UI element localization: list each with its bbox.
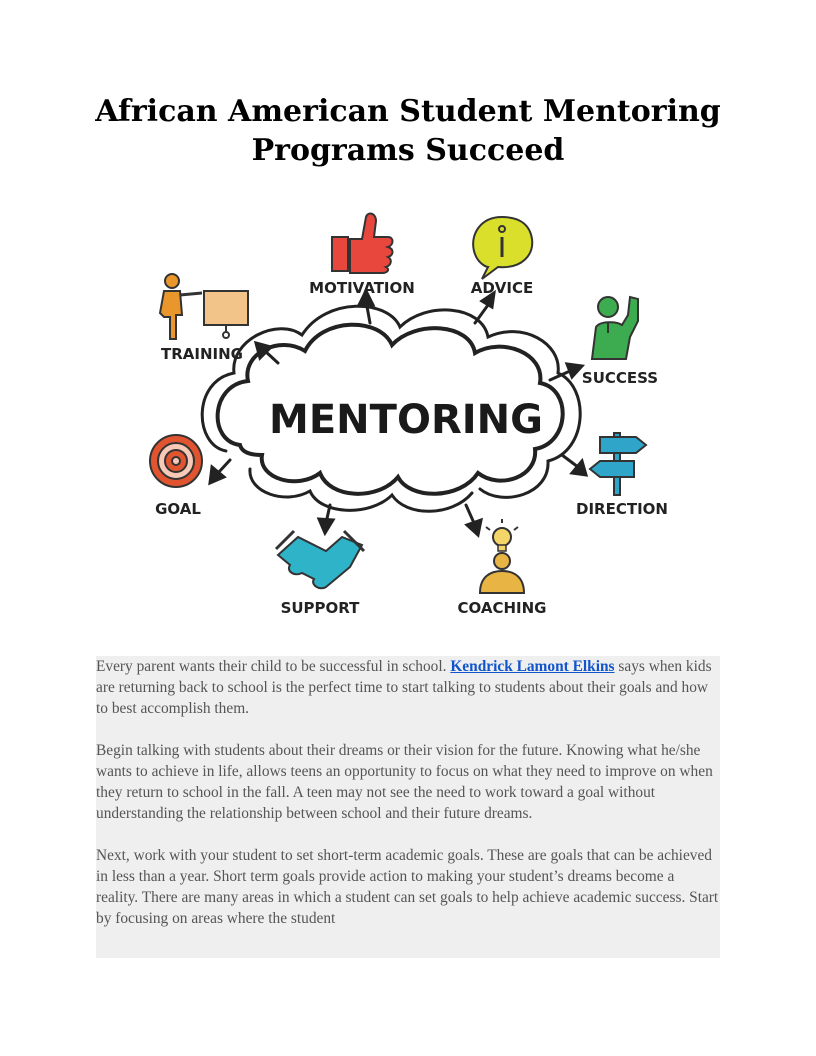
idea-person-icon bbox=[480, 519, 524, 593]
label-direction: DIRECTION bbox=[576, 500, 668, 518]
info-bubble-icon bbox=[473, 217, 532, 279]
paragraph-1 bbox=[96, 656, 720, 719]
author-link[interactable]: Kendrick Lamont Elkins bbox=[450, 658, 615, 675]
paragraph-2: Begin talking with students about their dreams or their vision for the future. Knowing what he/she wants to achieve in life, allows teens an opportunity to focus on what they need to improve on when they return to school in the fall. A teen may not see the need to work toward a goal without understanding the relationship between school and their future dreams. bbox=[96, 742, 713, 822]
mentoring-center-label: MENTORING bbox=[269, 397, 543, 443]
label-training: TRAINING bbox=[161, 345, 243, 363]
label-motivation: MOTIVATION bbox=[309, 279, 415, 297]
label-advice: ADVICE bbox=[470, 279, 534, 297]
presenter-board-icon bbox=[160, 274, 248, 339]
page-title: African American Student Mentoring Programs Succeed bbox=[95, 94, 721, 168]
target-icon bbox=[150, 435, 202, 487]
label-coaching: COACHING bbox=[457, 599, 547, 617]
handshake-icon bbox=[276, 531, 364, 588]
label-success: SUCCESS bbox=[581, 369, 659, 387]
article-body bbox=[96, 656, 720, 958]
mentoring-diagram bbox=[130, 205, 686, 625]
signpost-icon bbox=[590, 433, 646, 495]
label-goal: GOAL bbox=[155, 500, 201, 518]
winner-person-icon bbox=[592, 297, 638, 359]
paragraph-1-intro: Every parent wants their child to be successful in school. bbox=[96, 658, 447, 675]
paragraph-1-rest: says when kids are returning back to school is the perfect time to start talking to students about their goals and how to best accomplish them. bbox=[96, 658, 712, 717]
thumbs-up-icon bbox=[332, 214, 393, 273]
label-support: SUPPORT bbox=[280, 599, 360, 617]
paragraph-3: Next, work with your student to set short-term academic goals. These are goals that can be achieved in less than a year. Short term goals provide action to making your student’s dreams become a reality. There are many areas in which a student can set goals to help achieve academic success. Start by focusing on areas where the student bbox=[96, 847, 719, 927]
